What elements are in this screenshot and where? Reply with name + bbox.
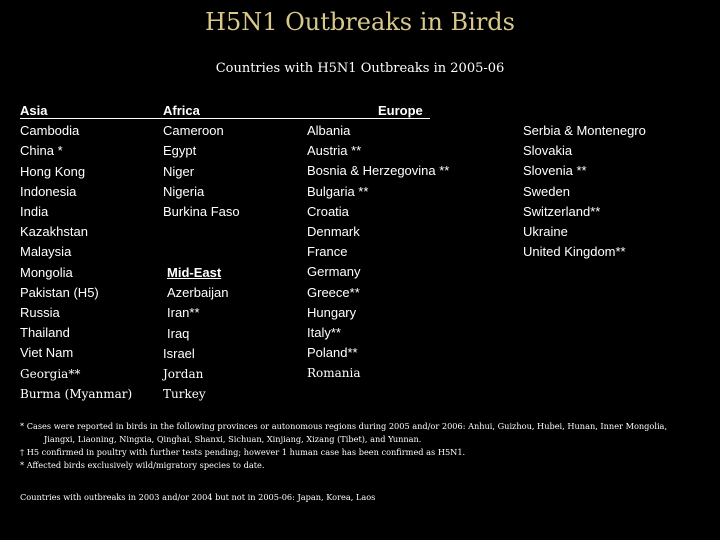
- country-item: Mongolia: [20, 264, 73, 280]
- country-item: Thailand: [20, 325, 70, 341]
- country-item: Poland**: [307, 345, 358, 361]
- country-item: Jordan: [163, 367, 204, 382]
- country-item: Italy**: [307, 325, 341, 341]
- footnote-china-cont: Jiangxi, Liaoning, Ningxia, Qinghai, Shanxi, Sichuan, Xinjiang, Xizang (Tibet), and Yunnan.: [44, 434, 422, 444]
- europe-header: Europe: [378, 103, 423, 118]
- slide-subtitle: Countries with H5N1 Outbreaks in 2005-06: [215, 61, 505, 76]
- asia-header: Asia: [20, 103, 48, 118]
- country-item: Cambodia: [20, 123, 80, 139]
- country-item: Hong Kong: [20, 163, 86, 179]
- country-item: Germany: [307, 264, 361, 280]
- footnote-h5: † H5 confirmed in poultry with further tests pending; however 1 human case has been confirmed as H5N1.: [20, 447, 466, 457]
- country-item: Hungary: [307, 304, 357, 320]
- country-item: Romania: [307, 366, 361, 381]
- country-item: Kazakhstan: [20, 224, 88, 240]
- slide-title: H5N1 Outbreaks in Birds: [205, 8, 515, 36]
- country-item: France: [307, 244, 348, 260]
- country-item: Cameroon: [163, 123, 224, 139]
- country-item: Iraq: [167, 325, 190, 341]
- footnote-wild-birds: * Affected birds exclusively wild/migratory species to date.: [20, 460, 265, 470]
- country-item: Croatia: [307, 203, 349, 219]
- footnotes: [20, 420, 710, 472]
- country-item: Sweden: [523, 183, 570, 199]
- country-item: Indonesia: [20, 183, 77, 199]
- country-item: Malaysia: [20, 244, 72, 260]
- country-item: Niger: [163, 163, 195, 179]
- country-item: Georgia**: [20, 366, 81, 381]
- country-item: Russia: [20, 305, 60, 321]
- country-item: Serbia & Montenegro: [523, 123, 646, 138]
- country-item: India: [20, 204, 49, 220]
- country-item: Switzerland**: [523, 203, 601, 219]
- country-item: China *: [20, 143, 63, 159]
- country-item: Slovenia **: [523, 163, 587, 179]
- europe-header-wrap: [378, 101, 423, 121]
- country-item: Burkina Faso: [163, 204, 240, 220]
- country-item: Bulgaria **: [307, 183, 369, 199]
- country-item: Egypt: [163, 143, 197, 159]
- country-item: Viet Nam: [20, 345, 74, 361]
- country-item: Turkey: [163, 387, 206, 402]
- country-item: Austria **: [307, 143, 362, 159]
- asia-column: [20, 101, 132, 404]
- africa-header: Africa: [163, 103, 200, 118]
- country-item: Burma (Myanmar): [20, 386, 133, 401]
- footnote-china: * Cases were reported in birds in the following provinces or autonomous regions during 2005 and/or 2006: Anhui, Guizhou, Hubei, Hunan, Inner Mongolia,: [20, 421, 668, 431]
- footnote-2003-2004: Countries with outbreaks in 2003 and/or 2004 but not in 2005-06: Japan, Korea, Laos: [20, 492, 376, 502]
- country-item: Slovakia: [523, 143, 573, 159]
- country-item: Albania: [307, 123, 351, 138]
- country-item: Israel: [163, 345, 195, 361]
- country-item: Nigeria: [163, 183, 205, 199]
- mideast-column: [163, 263, 228, 404]
- country-item: Greece**: [307, 284, 360, 300]
- mideast-header: Mid-East: [167, 265, 222, 280]
- europe-column-1: [307, 121, 449, 384]
- country-item: Pakistan (H5): [20, 284, 99, 300]
- country-item: United Kingdom**: [523, 244, 626, 260]
- country-item: Bosnia & Herzegovina **: [307, 163, 450, 179]
- country-item: Azerbaijan: [167, 285, 229, 301]
- africa-column: [163, 101, 240, 222]
- country-item: Ukraine: [523, 224, 568, 240]
- europe-column-2: [523, 121, 646, 262]
- country-item: Denmark: [307, 224, 360, 240]
- country-item: Iran**: [167, 305, 200, 321]
